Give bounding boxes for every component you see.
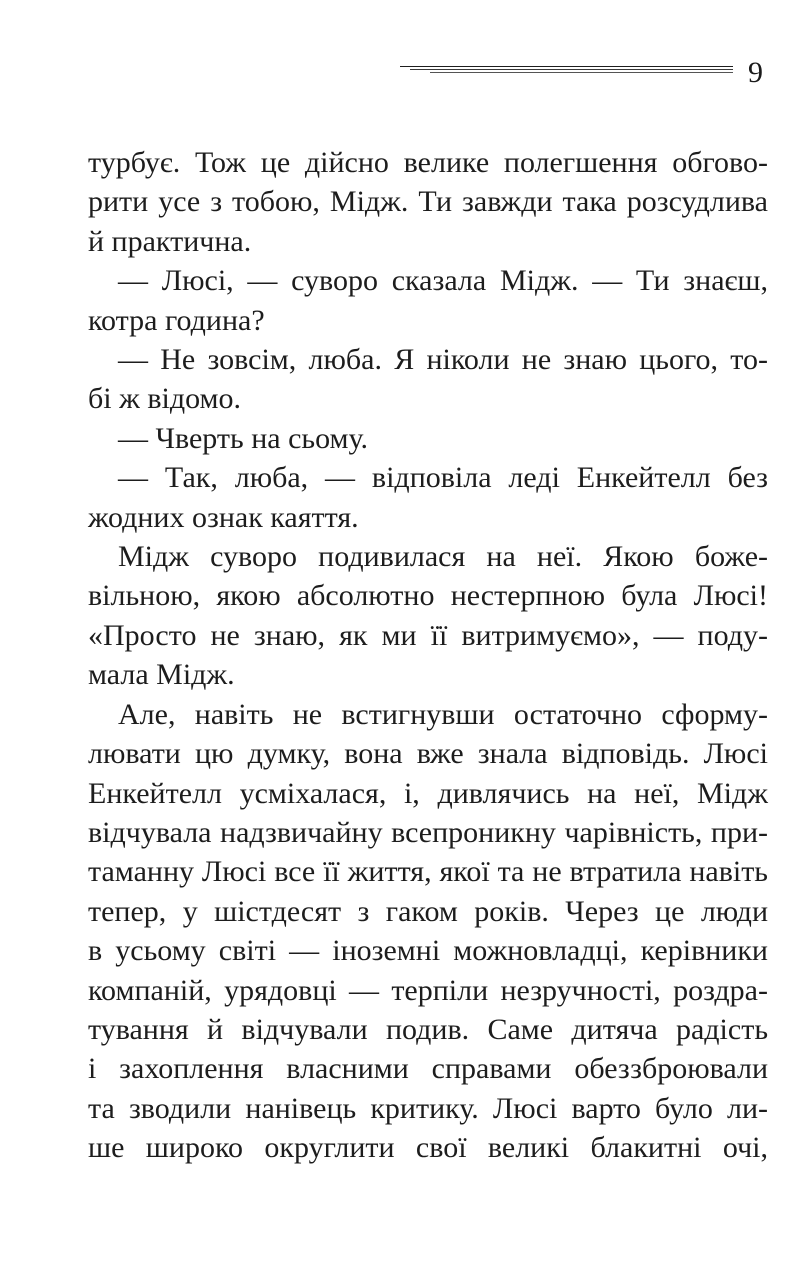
header-rule (400, 66, 733, 75)
text-line: та зводили нанівець критику. Люсі варто було ли- (88, 1091, 768, 1125)
text-line: мала Мідж. (88, 658, 235, 692)
text-line: жодних ознак каяття. (88, 500, 359, 534)
text-line: бі ж відомо. (88, 382, 242, 416)
text-line: «Просто не знаю, як ми її витримуємо», — поду- (88, 618, 768, 652)
header-rule-line (410, 69, 733, 70)
text-line: котра година? (88, 303, 265, 337)
text-line: вільною, якою абсолютно нестерпною була Люсі! (88, 579, 768, 613)
text-line: ше широко округлити свої великі блакитні очі, (88, 1131, 768, 1165)
text-line: тування й відчували подив. Саме дитяча радість (88, 1012, 768, 1046)
text-line: в усьому світі — іноземні можновладці, керівники (88, 934, 768, 968)
text-line: — Не зовсім, люба. Я ніколи не знаю цього, то- (118, 343, 768, 377)
text-line: й практична. (88, 224, 252, 258)
header-rule-line (400, 66, 733, 67)
text-line: Мідж суворо подивилася на неї. Якою боже- (118, 540, 768, 574)
text-line: лювати цю думку, вона вже знала відповідь. Люсі (88, 737, 768, 771)
text-line: компаній, урядовці — терпіли незручності, роздра- (88, 973, 768, 1007)
text-line: — Так, люба, — відповіла леді Енкейтелл без (118, 461, 768, 495)
text-line: Енкейтелл усміхалася, і, дивлячись на неї, Мідж (88, 776, 768, 810)
text-line: турбує. Тож це дійсно велике полегшення обгово- (88, 146, 768, 179)
header-rule-line (430, 72, 733, 73)
text-line: — Люсі, — суворо сказала Мідж. — Ти знаєш, (118, 264, 768, 298)
text-line: таманну Люсі все її життя, якої та не втратила навіть (88, 855, 768, 889)
text-line: Але, навіть не встигнувши остаточно сформу- (118, 697, 768, 731)
text-line: і захоплення власними справами обеззброювали (88, 1052, 768, 1086)
text-line: рити усе з тобою, Мідж. Ти завжди така розсудлива (88, 185, 768, 219)
text-line: тепер, у шістдесят з гаком років. Через це люди (88, 894, 768, 928)
body-text (88, 143, 768, 1168)
text-line: — Чверть на сьому. (118, 421, 368, 455)
text-line: відчувала надзвичайну всепроникну чарівність, при- (88, 815, 768, 849)
page-number: 9 (748, 56, 763, 89)
